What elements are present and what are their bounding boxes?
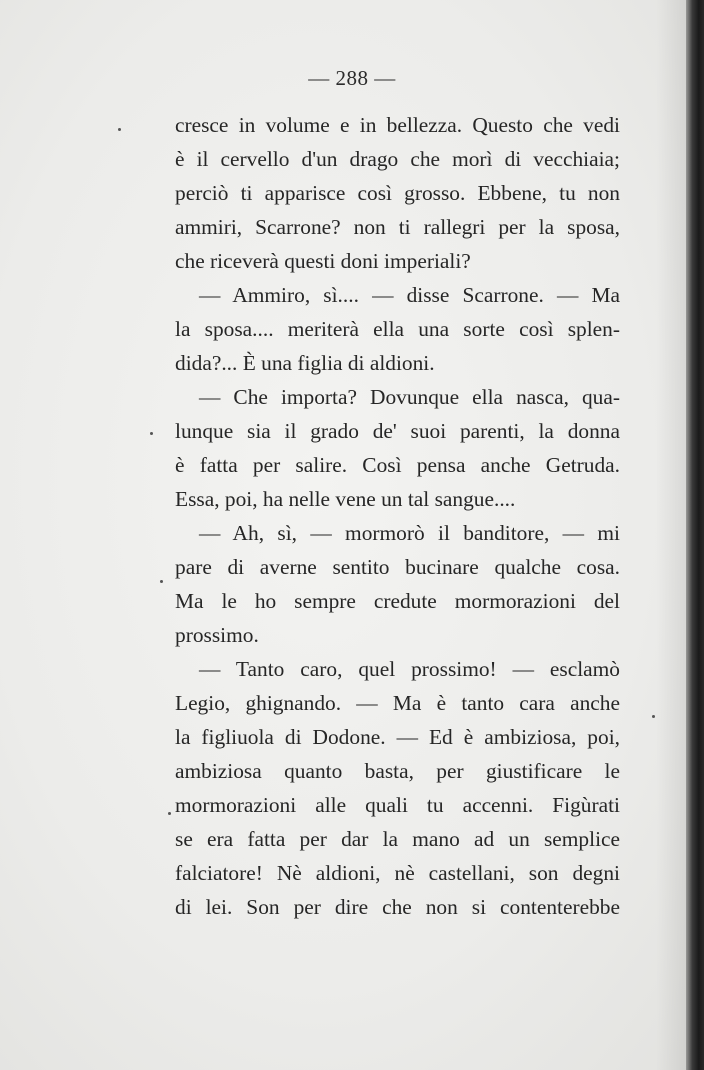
text-line: è il cervello d'un drago che morì di vecchiaia; [175,147,620,171]
text-line: — Tanto caro, quel prossimo! — esclamò [199,657,620,681]
text-line: Ma le ho sempre credute mormorazioni del [175,589,620,613]
text-line: ambiziosa quanto basta, per giustificare le [175,759,620,783]
paper-speck [168,812,171,815]
page-number: — 288 — [308,66,396,90]
text-line: prossimo. [175,623,259,647]
paper-speck [118,128,121,131]
text-line: la figliuola di Dodone. — Ed è ambiziosa, poi, [175,725,620,749]
book-spine [686,0,704,1070]
text-line: ammiri, Scarrone? non ti rallegri per la sposa, [175,215,620,239]
text-line: cresce in volume e in bellezza. Questo che vedi [175,113,620,137]
text-line: è fatta per salire. Così pensa anche Getruda. [175,453,620,477]
text-line: pare di averne sentito bucinare qualche cosa. [175,555,620,579]
text-line: — Ah, sì, — mormorò il banditore, — mi [199,521,620,545]
text-line: lunque sia il grado de' suoi parenti, la donna [175,419,620,443]
text-line: dida?... È una figlia di aldioni. [175,351,435,375]
text-line: falciatore! Nè aldioni, nè castellani, son degni [175,861,620,885]
text-line: la sposa.... meriterà ella una sorte così splen- [175,317,620,341]
text-line: di lei. Son per dire che non si contenterebbe [175,895,620,919]
paper-speck [160,580,163,583]
text-line: — Ammiro, sì.... — disse Scarrone. — Ma [199,283,620,307]
text-line: Essa, poi, ha nelle vene un tal sangue.... [175,487,516,511]
body-text [175,108,620,924]
text-line: che riceverà questi doni imperiali? [175,249,471,273]
text-line: Legio, ghignando. — Ma è tanto cara anche [175,691,620,715]
text-line: mormorazioni alle quali tu accenni. Figùrati [175,793,620,817]
paper-speck [652,715,655,718]
spine-shadow [656,0,686,1070]
paper-speck [150,432,153,435]
text-line: perciò ti apparisce così grosso. Ebbene, tu non [175,181,620,205]
text-line: se era fatta per dar la mano ad un semplice [175,827,620,851]
text-line: — Che importa? Dovunque ella nasca, qua- [199,385,620,409]
